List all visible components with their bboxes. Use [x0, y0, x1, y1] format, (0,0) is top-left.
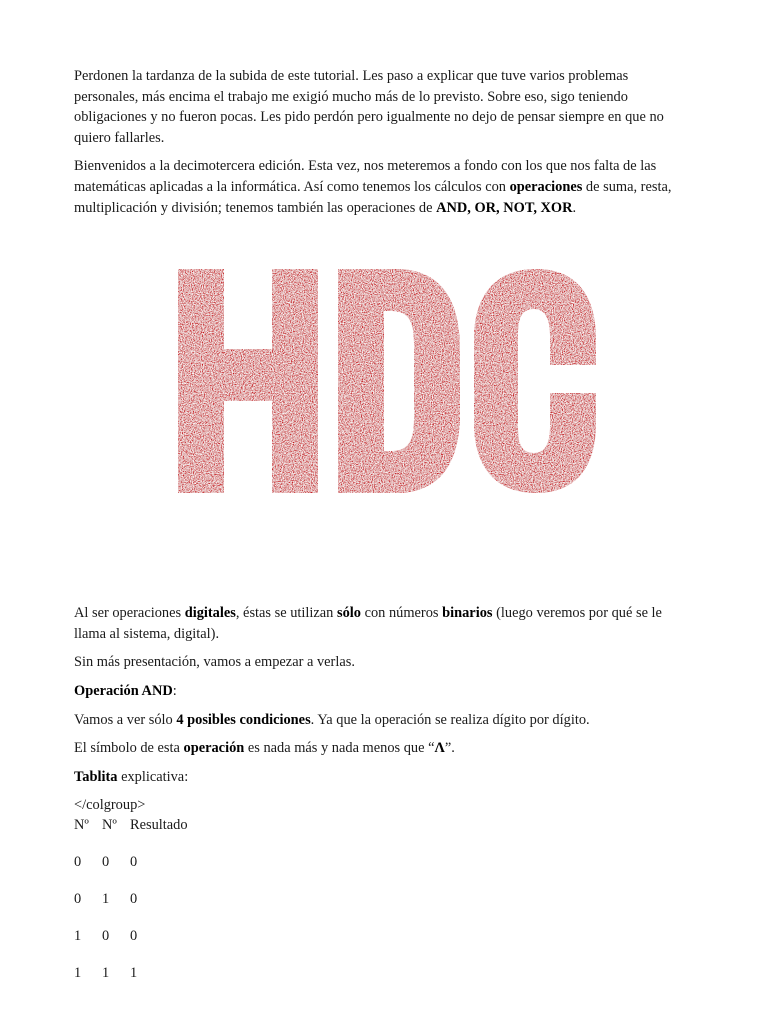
- body-text: Al ser operaciones: [74, 605, 185, 622]
- bold-operacion: operación: [183, 740, 245, 757]
- body-paragraph-symbol: [74, 738, 696, 759]
- body-text: El símbolo de esta: [74, 740, 184, 757]
- bold-operations-list: AND, OR, NOT, XOR: [436, 199, 573, 216]
- table-cell: 0: [130, 891, 138, 908]
- intro-text: Perdonen la tardanza de la subida de este tutorial. Les paso a explicar que tuve varios problemas personales, más encima el trabajo me exigió mucho más de lo previsto. Sobre eso, sigo teniendo obligaciones y no fueron pocas. Les pido perdón pero igualmente no dejo de pensar siempre en que no quiero fallarles.: [74, 68, 664, 146]
- body-text: explicativa:: [117, 768, 189, 785]
- table-cell: 1: [102, 891, 110, 908]
- body-text: Sin más presentación, vamos a empezar a verlas.: [74, 654, 355, 671]
- bold-digitales: digitales: [184, 605, 236, 622]
- table-row: [74, 852, 696, 872]
- intro-text: de suma, resta, multiplicación y división; tenemos también las operaciones de: [74, 178, 672, 216]
- bold-tablita: Tablita: [74, 768, 118, 785]
- table-cell: 0: [74, 891, 82, 908]
- table-header: Nº: [102, 817, 117, 834]
- intro-paragraph-2: [74, 156, 696, 218]
- table-header-row: [74, 815, 696, 835]
- table-cell: 0: [102, 928, 110, 945]
- table-cell: 1: [102, 965, 110, 982]
- logo-letter-d: [338, 269, 460, 493]
- heading-colon: :: [172, 682, 177, 699]
- hdc-logo: [178, 269, 598, 499]
- bold-binarios: binarios: [442, 605, 493, 622]
- heading-operacion-and: Operación AND: [74, 682, 173, 699]
- body-paragraph-intro: [74, 652, 696, 673]
- table-cell: 0: [102, 854, 110, 871]
- table-cell: 0: [74, 854, 82, 871]
- table-row: [74, 926, 696, 946]
- section-heading-and: [74, 681, 696, 702]
- table-header: Nº: [74, 817, 89, 834]
- table-cell: 1: [74, 928, 82, 945]
- logo-letter-h: [178, 269, 318, 493]
- table-row: [74, 963, 696, 983]
- table-row: [74, 889, 696, 909]
- table-cell: 1: [130, 965, 138, 982]
- body-text: , éstas se utilizan: [235, 605, 337, 622]
- stray-colgroup: </colgroup>: [74, 797, 146, 814]
- table-header: Resultado: [130, 817, 188, 834]
- intro-text: Bienvenidos a la decimotercera edición. Esta vez, nos meteremos a fondo con los que nos falta de las matemáticas aplicadas a la informática. Así como tenemos los cálculos con: [74, 158, 657, 195]
- body-text: Vamos a ver sólo: [74, 711, 177, 728]
- body-paragraph-table-label: [74, 767, 696, 788]
- table-cell: 0: [130, 928, 138, 945]
- body-text: (luego veremos por qué se le llama al sistema, digital).: [74, 605, 662, 642]
- body-text: . Ya que la operación se realiza dígito por dígito.: [310, 711, 590, 728]
- body-text: ”.: [444, 740, 455, 757]
- truth-table: [74, 795, 696, 983]
- bold-solo: sólo: [336, 605, 361, 622]
- body-text: con números: [360, 605, 443, 622]
- and-symbol: Λ: [434, 740, 445, 757]
- intro-text: .: [572, 199, 577, 216]
- hdc-logo-container: [74, 256, 696, 556]
- table-cell: 0: [130, 854, 138, 871]
- bold-conditions: 4 posibles condiciones: [176, 711, 311, 728]
- intro-paragraph-1: [74, 66, 696, 148]
- body-paragraph-conditions: [74, 710, 696, 731]
- logo-letter-c: [474, 269, 596, 493]
- table-cell: 1: [74, 965, 82, 982]
- bold-operaciones: operaciones: [509, 178, 583, 195]
- body-text: es nada más y nada menos que “: [244, 740, 435, 757]
- document-page: [74, 66, 696, 983]
- stray-markup-text: [74, 795, 696, 815]
- body-paragraph-digital: [74, 603, 696, 644]
